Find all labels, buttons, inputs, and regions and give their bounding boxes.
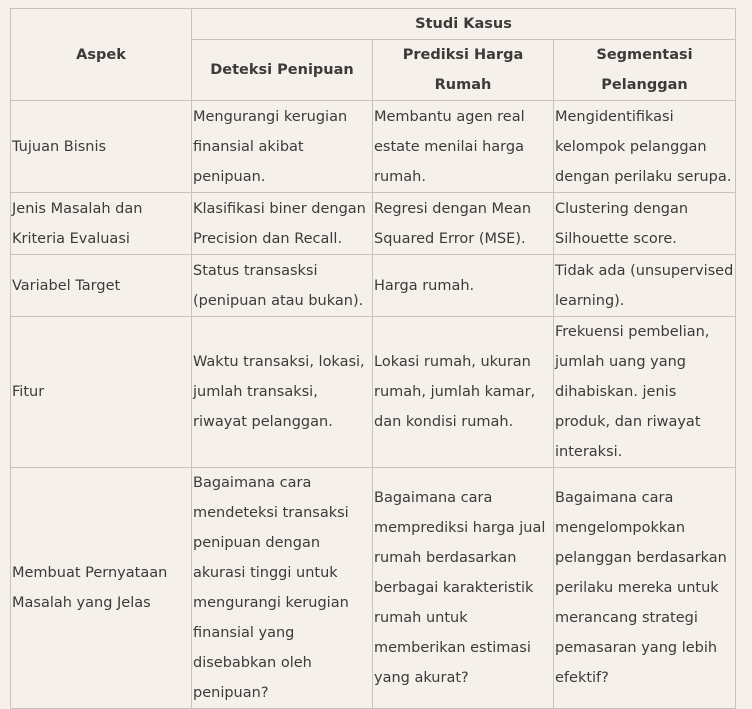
table-cell: Waktu transaksi, lokasi, jumlah transaksi, riwayat pelanggan. bbox=[192, 317, 373, 468]
table-row bbox=[11, 193, 736, 255]
table-cell: Clustering dengan Silhouette score. bbox=[554, 193, 736, 255]
table-cell: Mengidentifikasi kelompok pelanggan dengan perilaku serupa. bbox=[554, 101, 736, 193]
header-case-study-group: Studi Kasus bbox=[192, 9, 736, 40]
case-study-table-container bbox=[10, 8, 736, 709]
aspect-cell: Fitur bbox=[11, 317, 192, 468]
table-cell: Lokasi rumah, ukuran rumah, jumlah kamar, dan kondisi rumah. bbox=[373, 317, 554, 468]
table-cell: Membantu agen real estate menilai harga rumah. bbox=[373, 101, 554, 193]
table-cell: Frekuensi pembelian, jumlah uang yang dihabiskan. jenis produk, dan riwayat interaksi. bbox=[554, 317, 736, 468]
header-aspect: Aspek bbox=[11, 9, 192, 101]
header-case-house-price: Prediksi Harga Rumah bbox=[373, 40, 554, 101]
table-cell: Bagaimana cara memprediksi harga jual rumah berdasarkan berbagai karakteristik rumah untuk memberikan estimasi yang akurat? bbox=[373, 468, 554, 709]
header-case-customer-segmentation: Segmentasi Pelanggan bbox=[554, 40, 736, 101]
table-row bbox=[11, 468, 736, 709]
table-row bbox=[11, 255, 736, 317]
aspect-cell: Tujuan Bisnis bbox=[11, 101, 192, 193]
case-study-table bbox=[10, 8, 736, 709]
header-row-top bbox=[11, 9, 736, 40]
aspect-cell: Membuat Pernyataan Masalah yang Jelas bbox=[11, 468, 192, 709]
table-cell: Klasifikasi biner dengan Precision dan Recall. bbox=[192, 193, 373, 255]
table-row bbox=[11, 101, 736, 193]
table-cell: Tidak ada (unsupervised learning). bbox=[554, 255, 736, 317]
aspect-cell: Variabel Target bbox=[11, 255, 192, 317]
table-cell: Regresi dengan Mean Squared Error (MSE). bbox=[373, 193, 554, 255]
table-cell: Mengurangi kerugian finansial akibat penipuan. bbox=[192, 101, 373, 193]
table-cell: Bagaimana cara mengelompokkan pelanggan berdasarkan perilaku mereka untuk merancang strategi pemasaran yang lebih efektif? bbox=[554, 468, 736, 709]
aspect-cell: Jenis Masalah dan Kriteria Evaluasi bbox=[11, 193, 192, 255]
table-cell: Status transasksi (penipuan atau bukan). bbox=[192, 255, 373, 317]
header-case-fraud-detection: Deteksi Penipuan bbox=[192, 40, 373, 101]
table-row bbox=[11, 317, 736, 468]
table-cell: Harga rumah. bbox=[373, 255, 554, 317]
table-cell: Bagaimana cara mendeteksi transaksi penipuan dengan akurasi tinggi untuk mengurangi kerugian finansial yang disebabkan oleh penipuan? bbox=[192, 468, 373, 709]
